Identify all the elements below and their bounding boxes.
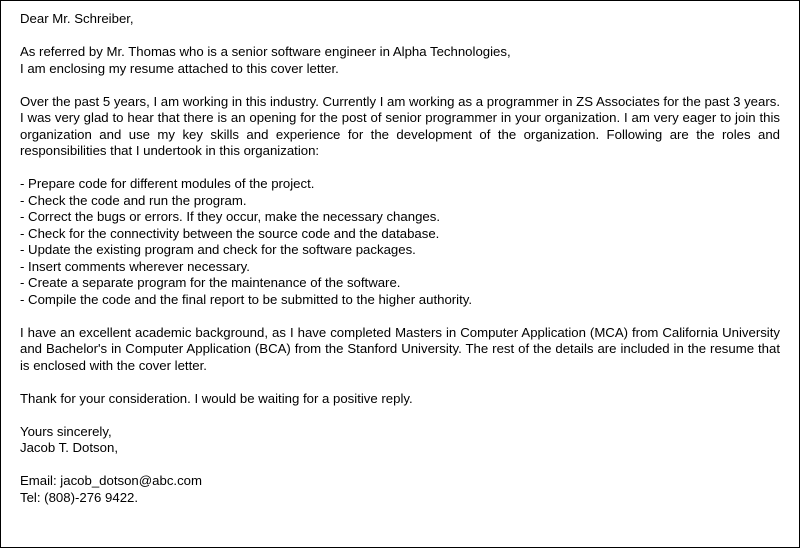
responsibility-item: - Check the code and run the program. bbox=[20, 192, 247, 208]
responsibilities-list bbox=[20, 176, 780, 308]
contact-phone: Tel: (808)-276 9422. bbox=[20, 489, 139, 505]
responsibility-item: - Compile the code and the final report to be submitted to the higher authority. bbox=[20, 291, 473, 307]
referral-line-1: As referred by Mr. Thomas who is a senior software engineer in Alpha Technologies, bbox=[20, 44, 511, 59]
responsibility-item: - Create a separate program for the maintenance of the software. bbox=[20, 275, 401, 290]
contact-block bbox=[20, 473, 780, 506]
salutation bbox=[20, 11, 780, 28]
responsibility-item: - Prepare code for different modules of the project. bbox=[20, 176, 315, 191]
signature-name: Jacob T. Dotson, bbox=[20, 440, 118, 455]
contact-email: Email: jacob_dotson@abc.com bbox=[20, 473, 202, 488]
closing-block bbox=[20, 424, 780, 457]
referral-paragraph bbox=[20, 44, 780, 77]
education-paragraph: I have an excellent academic background, as I have completed Masters in Computer Application (MCA) from California University and Bachelor's in Computer Application (BCA) from the Stanford University. The rest of the details are included in the resume that is enclosed with the cover letter. bbox=[20, 324, 780, 373]
thanks-paragraph bbox=[20, 391, 780, 408]
responsibility-item: - Check for the connectivity between the source code and the database. bbox=[20, 225, 440, 241]
responsibility-item: - Update the existing program and check for the software packages. bbox=[20, 242, 416, 257]
experience-paragraph: Over the past 5 years, I am working in this industry. Currently I am working as a programmer in ZS Associates for the past 3 years. I was very glad to hear that there is an opening for the post of senior programmer in your organization. I am very eager to join this organization and use my key skills and experience for the development of the organization. Following are the roles and responsibilities that I undertook in this organization: bbox=[20, 93, 780, 158]
referral-line-2: I am enclosing my resume attached to this cover letter. bbox=[20, 60, 339, 76]
thanks-text: Thank for your consideration. I would be waiting for a positive reply. bbox=[20, 390, 413, 406]
salutation-text: Dear Mr. Schreiber, bbox=[20, 11, 134, 26]
closing-text: Yours sincerely, bbox=[20, 423, 112, 439]
responsibility-item: - Correct the bugs or errors. If they occur, make the necessary changes. bbox=[20, 209, 440, 224]
responsibility-item: - Insert comments wherever necessary. bbox=[20, 258, 250, 274]
